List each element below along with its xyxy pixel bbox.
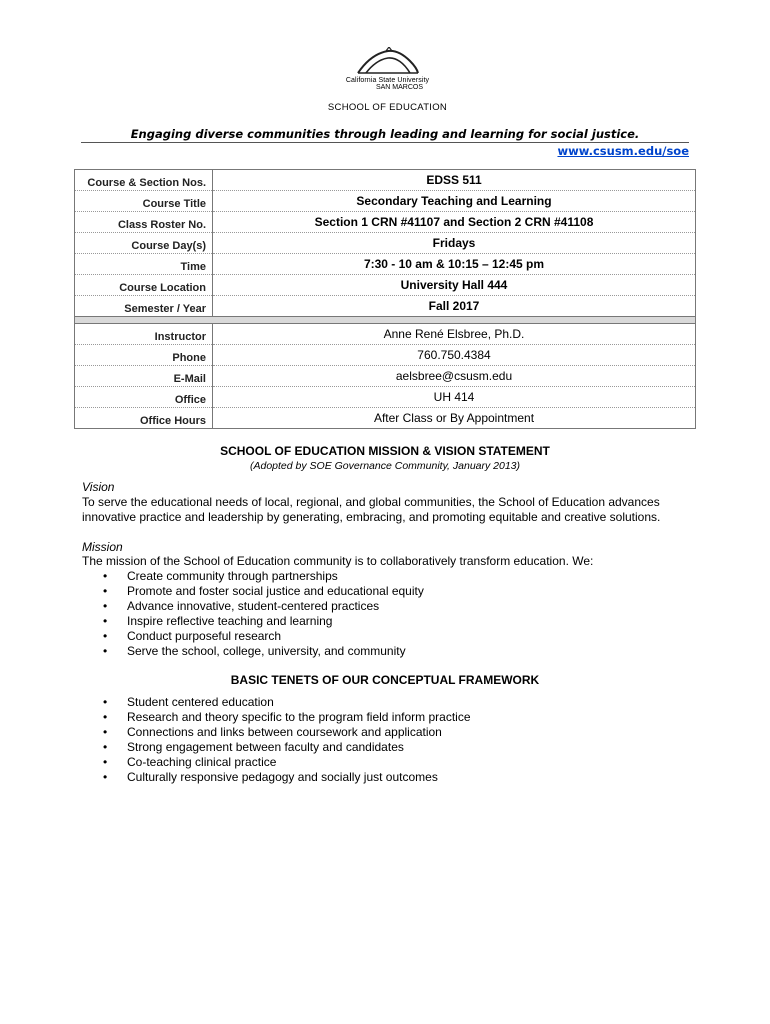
info-label: Phone [75,345,213,366]
info-row [75,170,696,191]
info-value: aelsbree@csusm.edu [213,366,696,387]
info-label: Course & Section Nos. [75,170,213,191]
info-row [75,212,696,233]
info-label: Time [75,254,213,275]
vision-heading: Vision [82,480,115,494]
table-divider [75,317,696,324]
info-row [75,345,696,366]
info-row [75,254,696,275]
info-value: 7:30 - 10 am & 10:15 – 12:45 pm [213,254,696,275]
list-item: • Advance innovative, student-centered practices [82,599,424,614]
list-item: • Research and theory specific to the program field inform practice [82,710,471,725]
table-divider-cell [75,317,696,324]
info-label: Course Title [75,191,213,212]
logo-university-name: California State University [345,77,430,84]
list-item: • Conduct purposeful research [82,629,424,644]
info-row [75,233,696,254]
info-value: University Hall 444 [213,275,696,296]
info-value: UH 414 [213,387,696,408]
vision-text: To serve the educational needs of local, regional, and global communities, the School of Education advances innovative practice and leadership by generating, embracing, and promoting equitable and creative solutions. [82,495,661,524]
info-value: 760.750.4384 [213,345,696,366]
mission-section-title: SCHOOL OF EDUCATION MISSION & VISION STATEMENT [220,444,550,458]
info-row [75,366,696,387]
list-item: • Serve the school, college, university, and community [82,644,424,659]
info-label: Course Day(s) [75,233,213,254]
list-item: • Connections and links between coursework and application [82,725,471,740]
mission-heading: Mission [82,540,123,554]
logo-campus-name: SAN MARCOS [375,84,424,91]
course-info-table [74,169,696,429]
mission-section-subtitle: (Adopted by SOE Governance Community, January 2013) [249,460,521,472]
info-row [75,296,696,317]
info-row [75,408,696,429]
school-name: SCHOOL OF EDUCATION [327,102,448,113]
university-logo [325,47,450,113]
mission-list [82,569,424,659]
info-value: Anne René Elsbree, Ph.D. [213,324,696,345]
list-item: • Promote and foster social justice and educational equity [82,584,424,599]
info-value: Fridays [213,233,696,254]
info-label: Office [75,387,213,408]
info-row [75,275,696,296]
info-row [75,191,696,212]
info-value: Section 1 CRN #41107 and Section 2 CRN #41108 [213,212,696,233]
info-label: Instructor [75,324,213,345]
list-item: • Strong engagement between faculty and candidates [82,740,471,755]
info-row [75,387,696,408]
info-value: Fall 2017 [213,296,696,317]
info-label: Course Location [75,275,213,296]
info-value: Secondary Teaching and Learning [213,191,696,212]
list-item: • Culturally responsive pedagogy and socially just outcomes [82,770,471,785]
list-item: • Inspire reflective teaching and learning [82,614,424,629]
tagline: Engaging diverse communities through leading and learning for social justice. [81,127,689,143]
info-value: After Class or By Appointment [213,408,696,429]
info-label: Office Hours [75,408,213,429]
mountain-logo-icon [356,47,420,75]
tenets-list [82,695,471,785]
list-item: • Student centered education [82,695,471,710]
info-value: EDSS 511 [213,170,696,191]
info-row [75,324,696,345]
info-label: E-Mail [75,366,213,387]
list-item: • Co-teaching clinical practice [82,755,471,770]
info-label: Semester / Year [75,296,213,317]
list-item: • Create community through partnerships [82,569,424,584]
tenets-section-title: BASIC TENETS OF OUR CONCEPTUAL FRAMEWORK [230,673,540,687]
mission-text: The mission of the School of Education community is to collaboratively transform education. We: [82,554,594,568]
info-label: Class Roster No. [75,212,213,233]
website-link[interactable]: www.csusm.edu/soe [557,144,689,158]
